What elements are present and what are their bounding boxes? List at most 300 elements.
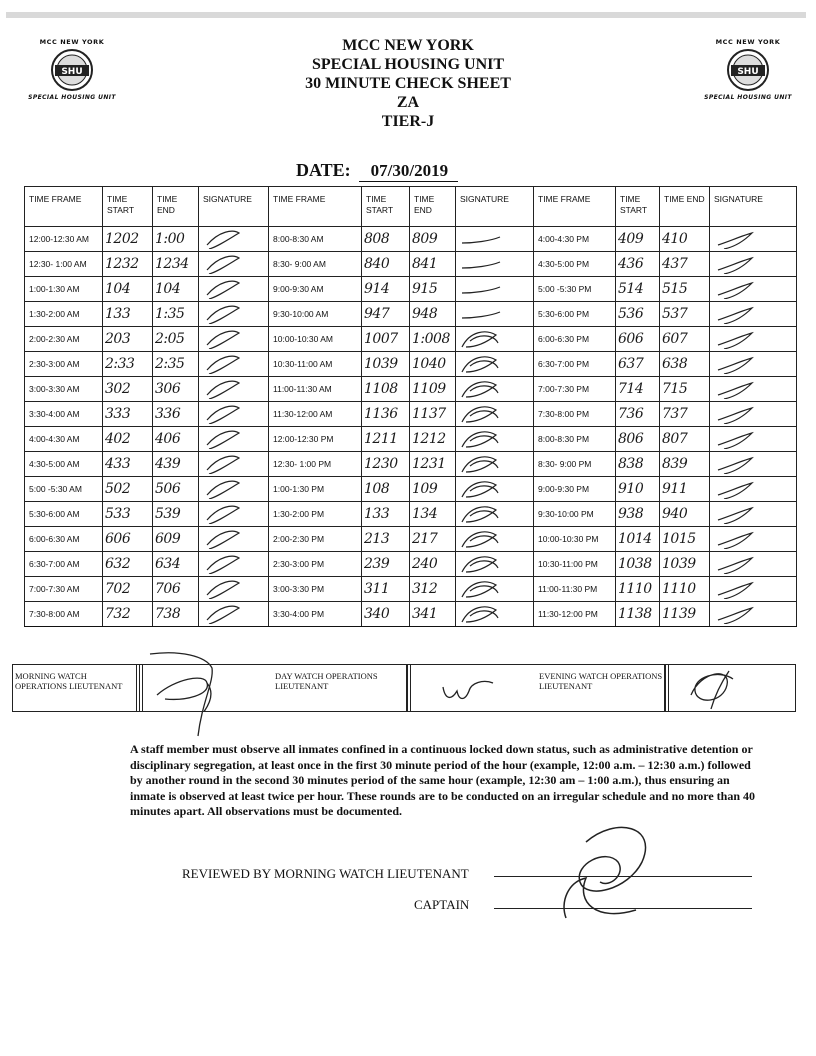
initials-icon <box>456 427 526 449</box>
time-start-cell: 910 <box>616 477 660 502</box>
time-start-cell: 213 <box>362 527 410 552</box>
time-start-cell: 606 <box>616 327 660 352</box>
time-start-cell: 133 <box>103 302 153 327</box>
logo-badge-text: SHU <box>737 67 759 77</box>
initials-icon <box>456 327 526 349</box>
table-row <box>25 252 797 277</box>
logo-top-text: MCC NEW YORK <box>715 38 781 46</box>
time-frame-cell: 11:30-12:00 AM <box>269 402 362 427</box>
initials-icon <box>199 502 261 524</box>
time-end-cell: 410 <box>660 227 710 252</box>
time-frame-cell: 12:30- 1:00 AM <box>25 252 103 277</box>
time-frame-cell: 5:00 -5:30 AM <box>25 477 103 502</box>
time-end-cell: 515 <box>660 277 710 302</box>
initials-icon <box>456 452 526 474</box>
column-header: TIME END <box>660 187 710 227</box>
time-frame-cell: 2:30-3:00 AM <box>25 352 103 377</box>
date-line <box>296 160 458 182</box>
signature-cell <box>199 227 269 252</box>
signature-cell <box>199 477 269 502</box>
time-end-cell: 1040 <box>410 352 456 377</box>
time-frame-cell: 10:00-10:30 AM <box>269 327 362 352</box>
signature-cell <box>456 302 534 327</box>
time-start-cell: 838 <box>616 452 660 477</box>
column-header: TIME START <box>103 187 153 227</box>
signature-cell <box>199 452 269 477</box>
initials-icon <box>710 402 790 424</box>
time-frame-cell: 6:00-6:30 PM <box>534 327 616 352</box>
signature-cell <box>456 227 534 252</box>
document-title <box>238 36 578 131</box>
initials-icon <box>456 277 526 299</box>
day-lt-label: DAY WATCH OPERATIONS LIEUTENANT <box>273 665 407 711</box>
time-frame-cell: 6:30-7:00 PM <box>534 352 616 377</box>
column-header: TIME START <box>362 187 410 227</box>
initials-icon <box>710 602 790 624</box>
time-start-cell: 514 <box>616 277 660 302</box>
table-row <box>25 577 797 602</box>
table-row <box>25 452 797 477</box>
time-end-cell: 306 <box>153 377 199 402</box>
signature-cell <box>199 277 269 302</box>
signature-cell <box>710 577 797 602</box>
time-start-cell: 302 <box>103 377 153 402</box>
time-frame-cell: 9:30-10:00 AM <box>269 302 362 327</box>
signature-cell <box>456 527 534 552</box>
time-frame-cell: 6:30-7:00 AM <box>25 552 103 577</box>
initials-icon <box>710 452 790 474</box>
time-frame-cell: 8:00-8:30 AM <box>269 227 362 252</box>
signature-cell <box>710 452 797 477</box>
signature-cell <box>456 377 534 402</box>
signature-cell <box>710 252 797 277</box>
time-start-cell: 402 <box>103 427 153 452</box>
time-end-cell: 336 <box>153 402 199 427</box>
table-row <box>25 402 797 427</box>
signature-cell <box>199 527 269 552</box>
column-header: TIME FRAME <box>25 187 103 227</box>
time-start-cell: 632 <box>103 552 153 577</box>
morning-lt-label: MORNING WATCH OPERATIONS LIEUTENANT <box>13 665 137 711</box>
title-line: 30 MINUTE CHECK SHEET <box>305 75 511 92</box>
initials-icon <box>456 377 526 399</box>
time-frame-cell: 7:30-8:00 PM <box>534 402 616 427</box>
time-start-cell: 239 <box>362 552 410 577</box>
initials-icon <box>199 427 261 449</box>
signature-cell <box>710 327 797 352</box>
time-end-cell: 1234 <box>153 252 199 277</box>
table-row <box>25 527 797 552</box>
time-frame-cell: 1:30-2:00 PM <box>269 502 362 527</box>
time-start-cell: 1230 <box>362 452 410 477</box>
time-start-cell: 808 <box>362 227 410 252</box>
time-start-cell: 108 <box>362 477 410 502</box>
table-row <box>25 552 797 577</box>
time-frame-cell: 5:00 -5:30 PM <box>534 277 616 302</box>
initials-icon <box>710 302 790 324</box>
time-start-cell: 606 <box>103 527 153 552</box>
initials-icon <box>199 227 261 249</box>
time-end-cell: 809 <box>410 227 456 252</box>
signature-cell <box>710 477 797 502</box>
logo-badge-text: SHU <box>61 67 83 77</box>
column-header: TIME END <box>153 187 199 227</box>
time-frame-cell: 2:00-2:30 PM <box>269 527 362 552</box>
time-start-cell: 436 <box>616 252 660 277</box>
time-frame-cell: 10:00-10:30 PM <box>534 527 616 552</box>
initials-icon <box>456 602 526 624</box>
day-lt-signature <box>413 665 535 711</box>
time-frame-cell: 12:30- 1:00 PM <box>269 452 362 477</box>
initials-icon <box>199 577 261 599</box>
signature-cell <box>456 352 534 377</box>
initials-icon <box>456 252 526 274</box>
time-end-cell: 537 <box>660 302 710 327</box>
initials-icon <box>456 302 526 324</box>
initials-icon <box>199 452 261 474</box>
signature-cell <box>199 302 269 327</box>
time-start-cell: 1136 <box>362 402 410 427</box>
initials-icon <box>199 327 261 349</box>
time-frame-cell: 1:00-1:30 PM <box>269 477 362 502</box>
time-end-cell: 715 <box>660 377 710 402</box>
time-frame-cell: 6:00-6:30 AM <box>25 527 103 552</box>
title-line: SPECIAL HOUSING UNIT <box>311 56 505 73</box>
time-end-cell: 217 <box>410 527 456 552</box>
signature-cell <box>199 377 269 402</box>
time-frame-cell: 12:00-12:30 AM <box>25 227 103 252</box>
initials-icon <box>710 577 790 599</box>
signature-cell <box>456 427 534 452</box>
initials-icon <box>456 502 526 524</box>
time-end-cell: 841 <box>410 252 456 277</box>
time-frame-cell: 11:00-11:30 PM <box>534 577 616 602</box>
time-frame-cell: 3:00-3:30 AM <box>25 377 103 402</box>
shu-seal-icon <box>725 48 771 92</box>
time-end-cell: 1:00 <box>153 227 199 252</box>
time-end-cell: 634 <box>153 552 199 577</box>
initials-icon <box>456 552 526 574</box>
initials-icon <box>199 527 261 549</box>
table-row <box>25 352 797 377</box>
time-end-cell: 341 <box>410 602 456 627</box>
time-end-cell: 1110 <box>660 577 710 602</box>
table-row <box>25 477 797 502</box>
signature-cell <box>710 302 797 327</box>
time-start-cell: 714 <box>616 377 660 402</box>
initials-icon <box>199 552 261 574</box>
signature-cell <box>199 327 269 352</box>
time-end-cell: 1109 <box>410 377 456 402</box>
signature-cell <box>710 552 797 577</box>
time-start-cell: 340 <box>362 602 410 627</box>
time-frame-cell: 3:00-3:30 PM <box>269 577 362 602</box>
time-start-cell: 433 <box>103 452 153 477</box>
time-start-cell: 736 <box>616 402 660 427</box>
time-start-cell: 732 <box>103 602 153 627</box>
signature-cell <box>199 352 269 377</box>
signature-cell <box>710 277 797 302</box>
time-frame-cell: 3:30-4:00 AM <box>25 402 103 427</box>
initials-icon <box>199 252 261 274</box>
signature-cell <box>710 402 797 427</box>
initials-icon <box>710 252 790 274</box>
signature-cell <box>710 602 797 627</box>
table-row <box>25 327 797 352</box>
divider <box>665 665 669 711</box>
initials-icon <box>199 602 261 624</box>
table-header-row <box>25 187 797 227</box>
time-frame-cell: 3:30-4:00 PM <box>269 602 362 627</box>
initials-icon <box>199 277 261 299</box>
time-start-cell: 914 <box>362 277 410 302</box>
time-frame-cell: 9:30-10:00 PM <box>534 502 616 527</box>
initials-icon <box>456 527 526 549</box>
column-header: TIME FRAME <box>534 187 616 227</box>
time-start-cell: 333 <box>103 402 153 427</box>
time-start-cell: 1014 <box>616 527 660 552</box>
initials-icon <box>710 327 790 349</box>
time-end-cell: 948 <box>410 302 456 327</box>
logo-bottom-text: SPECIAL HOUSING UNIT <box>28 94 116 101</box>
time-start-cell: 938 <box>616 502 660 527</box>
signature-cell <box>456 277 534 302</box>
time-end-cell: 1231 <box>410 452 456 477</box>
time-start-cell: 1038 <box>616 552 660 577</box>
time-frame-cell: 1:00-1:30 AM <box>25 277 103 302</box>
time-end-cell: 609 <box>153 527 199 552</box>
initials-icon <box>710 427 790 449</box>
signature-cell <box>456 252 534 277</box>
evening-lt-signature <box>671 665 795 711</box>
time-end-cell: 940 <box>660 502 710 527</box>
signature-cell <box>199 602 269 627</box>
time-frame-cell: 8:00-8:30 PM <box>534 427 616 452</box>
time-start-cell: 409 <box>616 227 660 252</box>
time-end-cell: 134 <box>410 502 456 527</box>
signature-flourish <box>140 650 240 740</box>
date-label: DATE: <box>296 160 351 180</box>
signature-cell <box>199 502 269 527</box>
time-end-cell: 109 <box>410 477 456 502</box>
time-start-cell: 1211 <box>362 427 410 452</box>
shu-logo-left <box>24 38 120 116</box>
signature-cell <box>456 552 534 577</box>
time-start-cell: 311 <box>362 577 410 602</box>
initials-icon <box>710 352 790 374</box>
time-end-cell: 2:35 <box>153 352 199 377</box>
time-end-cell: 240 <box>410 552 456 577</box>
time-start-cell: 1110 <box>616 577 660 602</box>
time-frame-cell: 5:30-6:00 AM <box>25 502 103 527</box>
time-end-cell: 915 <box>410 277 456 302</box>
time-end-cell: 439 <box>153 452 199 477</box>
initials-icon <box>199 477 261 499</box>
time-frame-cell: 5:30-6:00 PM <box>534 302 616 327</box>
time-start-cell: 203 <box>103 327 153 352</box>
signature-cell <box>710 427 797 452</box>
table-row <box>25 227 797 252</box>
time-start-cell: 1108 <box>362 377 410 402</box>
time-frame-cell: 11:30-12:00 PM <box>534 602 616 627</box>
logo-bottom-text: SPECIAL HOUSING UNIT <box>704 94 792 101</box>
signature-cell <box>710 352 797 377</box>
scan-edge <box>6 12 806 18</box>
time-start-cell: 637 <box>616 352 660 377</box>
divider <box>407 665 411 711</box>
time-start-cell: 502 <box>103 477 153 502</box>
column-header: SIGNATURE <box>456 187 534 227</box>
initials-icon <box>456 352 526 374</box>
time-end-cell: 437 <box>660 252 710 277</box>
column-header: TIME END <box>410 187 456 227</box>
time-start-cell: 840 <box>362 252 410 277</box>
time-end-cell: 1212 <box>410 427 456 452</box>
signature-icon <box>413 665 535 711</box>
table-row <box>25 377 797 402</box>
table-row <box>25 277 797 302</box>
title-line: ZA <box>396 94 420 111</box>
initials-icon <box>710 527 790 549</box>
time-start-cell: 806 <box>616 427 660 452</box>
column-header: TIME START <box>616 187 660 227</box>
signature-cell <box>456 577 534 602</box>
table-row <box>25 602 797 627</box>
time-start-cell: 2:33 <box>103 352 153 377</box>
initials-icon <box>199 302 261 324</box>
shu-logo-right <box>700 38 796 116</box>
time-end-cell: 1139 <box>660 602 710 627</box>
column-header: TIME FRAME <box>269 187 362 227</box>
time-frame-cell: 9:00-9:30 PM <box>534 477 616 502</box>
signature-cell <box>710 502 797 527</box>
title-line: MCC NEW YORK <box>342 37 474 54</box>
time-end-cell: 406 <box>153 427 199 452</box>
time-end-cell: 1:35 <box>153 302 199 327</box>
lieutenant-signoff <box>12 664 796 712</box>
time-end-cell: 312 <box>410 577 456 602</box>
logo-top-text: MCC NEW YORK <box>39 38 105 46</box>
initials-icon <box>456 577 526 599</box>
initials-icon <box>710 377 790 399</box>
time-end-cell: 1015 <box>660 527 710 552</box>
signature-cell <box>199 552 269 577</box>
time-start-cell: 702 <box>103 577 153 602</box>
initials-icon <box>710 227 790 249</box>
time-start-cell: 1138 <box>616 602 660 627</box>
time-frame-cell: 9:00-9:30 AM <box>269 277 362 302</box>
time-end-cell: 1:008 <box>410 327 456 352</box>
signature-cell <box>199 252 269 277</box>
time-end-cell: 1039 <box>660 552 710 577</box>
signature-cell <box>456 602 534 627</box>
time-end-cell: 104 <box>153 277 199 302</box>
time-frame-cell: 4:00-4:30 AM <box>25 427 103 452</box>
signature-cell <box>710 227 797 252</box>
time-start-cell: 947 <box>362 302 410 327</box>
signature-icon <box>671 665 795 711</box>
initials-icon <box>710 477 790 499</box>
initials-icon <box>710 552 790 574</box>
initials-icon <box>710 277 790 299</box>
initials-icon <box>199 352 261 374</box>
time-end-cell: 607 <box>660 327 710 352</box>
signature-cell <box>456 402 534 427</box>
time-start-cell: 533 <box>103 502 153 527</box>
time-end-cell: 2:05 <box>153 327 199 352</box>
time-end-cell: 1137 <box>410 402 456 427</box>
instructions-text: A staff member must observe all inmates confined in a continuous locked down status, such as administrative detention or disciplinary segregation, at least once in the first 30 minute period of the hour (example, 12:00 a.m. – 12:30 a.m.) followed by another round in the second 30 minutes period of the same hour (example, 12:30 am – 1:00 a.m.), thus ensuring an inmate is observed at least twice per hour. These rounds are to be conducted on an irregular schedule and no more than 40 minutes apart. All observations must be documented. <box>130 742 756 818</box>
time-start-cell: 104 <box>103 277 153 302</box>
signature-cell <box>710 527 797 552</box>
time-end-cell: 807 <box>660 427 710 452</box>
signature-cell <box>456 327 534 352</box>
time-end-cell: 638 <box>660 352 710 377</box>
time-frame-cell: 7:30-8:00 AM <box>25 602 103 627</box>
captain-signature <box>546 822 686 928</box>
time-frame-cell: 4:00-4:30 PM <box>534 227 616 252</box>
time-frame-cell: 11:00-11:30 AM <box>269 377 362 402</box>
initials-icon <box>456 477 526 499</box>
signature-cell <box>199 577 269 602</box>
table-row <box>25 427 797 452</box>
time-start-cell: 1232 <box>103 252 153 277</box>
time-start-cell: 1039 <box>362 352 410 377</box>
initials-icon <box>456 227 526 249</box>
signature-cell <box>710 377 797 402</box>
table-row <box>25 302 797 327</box>
signature-cell <box>199 427 269 452</box>
time-frame-cell: 12:00-12:30 PM <box>269 427 362 452</box>
time-start-cell: 133 <box>362 502 410 527</box>
time-end-cell: 737 <box>660 402 710 427</box>
time-frame-cell: 4:30-5:00 AM <box>25 452 103 477</box>
time-end-cell: 706 <box>153 577 199 602</box>
initials-icon <box>456 402 526 424</box>
signature-cell <box>456 452 534 477</box>
column-header: SIGNATURE <box>199 187 269 227</box>
time-end-cell: 506 <box>153 477 199 502</box>
signature-cell <box>456 477 534 502</box>
signature-cell <box>456 502 534 527</box>
time-frame-cell: 10:30-11:00 PM <box>534 552 616 577</box>
time-frame-cell: 2:00-2:30 AM <box>25 327 103 352</box>
time-frame-cell: 7:00-7:30 PM <box>534 377 616 402</box>
time-end-cell: 839 <box>660 452 710 477</box>
initials-icon <box>199 377 261 399</box>
title-line: TIER-J <box>381 113 435 130</box>
time-start-cell: 1202 <box>103 227 153 252</box>
table-row <box>25 502 797 527</box>
reviewed-by-label: REVIEWED BY MORNING WATCH LIEUTENANT <box>182 866 469 881</box>
date-value: 07/30/2019 <box>359 161 458 182</box>
initials-icon <box>710 502 790 524</box>
signature-cell <box>199 402 269 427</box>
initials-icon <box>199 402 261 424</box>
time-frame-cell: 7:00-7:30 AM <box>25 577 103 602</box>
time-end-cell: 911 <box>660 477 710 502</box>
captain-label: CAPTAIN <box>414 897 470 912</box>
check-table <box>24 186 797 627</box>
time-frame-cell: 1:30-2:00 AM <box>25 302 103 327</box>
time-start-cell: 1007 <box>362 327 410 352</box>
time-end-cell: 539 <box>153 502 199 527</box>
time-frame-cell: 8:30- 9:00 PM <box>534 452 616 477</box>
time-start-cell: 536 <box>616 302 660 327</box>
shu-seal-icon <box>49 48 95 92</box>
time-frame-cell: 10:30-11:00 AM <box>269 352 362 377</box>
time-frame-cell: 4:30-5:00 PM <box>534 252 616 277</box>
